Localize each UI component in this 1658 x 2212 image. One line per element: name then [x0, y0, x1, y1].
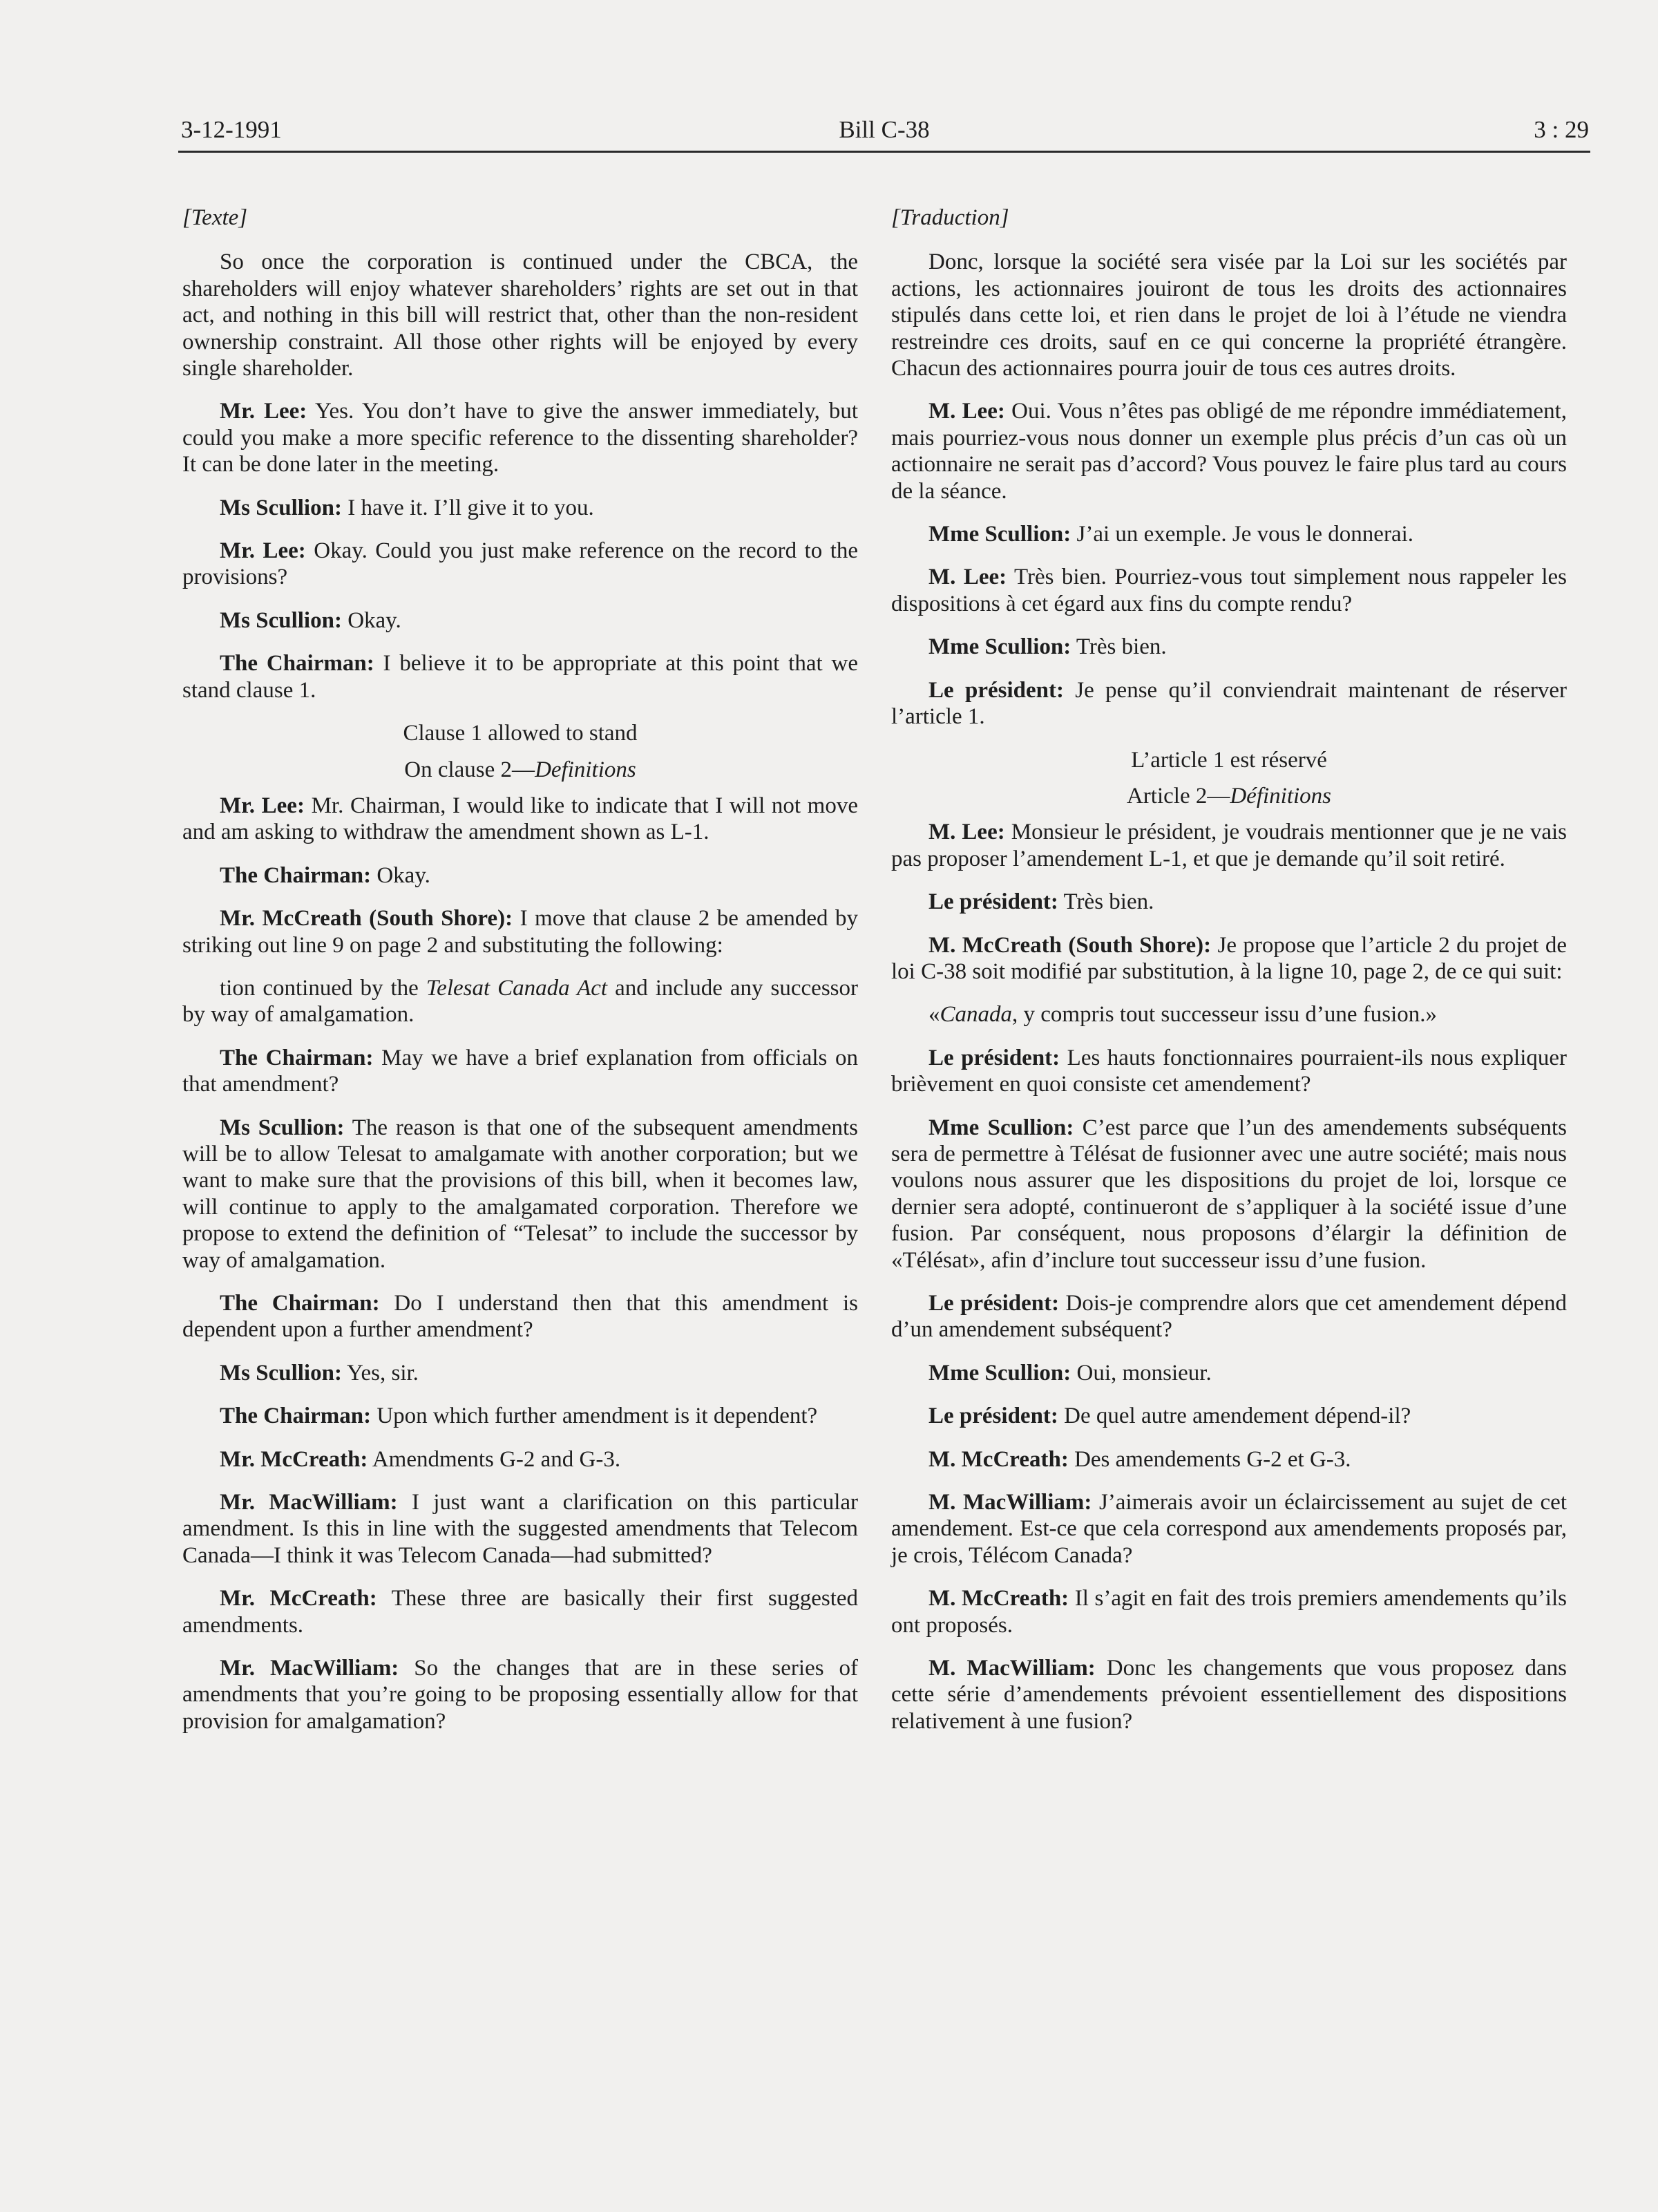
- paragraph: Le président: De quel autre amendement dépend-il?: [928, 1403, 1411, 1429]
- clause-heading: On clause 2—Definitions: [404, 757, 636, 782]
- paragraph: So once the corporation is continued under the CBCA, the shareholders will enjoy whatever shareholders’ rights are set out in that act, and nothing in this bill will restrict that, other than the non-resident ownership constraint. All those other rights will be enjoyed by every single shareholder.: [182, 249, 858, 381]
- amendment-quote: tion continued by the Telesat Canada Act and include any successor by way of amalgamation.: [182, 975, 858, 1028]
- amendment-quote: «Canada, y compris tout successeur issu d’une fusion.»: [928, 1002, 1438, 1028]
- paragraph: The Chairman: May we have a brief explanation from officials on that amendment?: [182, 1045, 858, 1097]
- paragraph: M. MacWilliam: Donc les changements que vous proposez dans cette série d’amendements prévoient essentiellement des dispositions relativement à une fusion?: [891, 1656, 1567, 1734]
- paragraph: Mr. McCreath (South Shore): I move that clause 2 be amended by striking out line 9 on page 2 and substituting the following:: [182, 906, 858, 958]
- header-date: 3-12-1991: [181, 116, 282, 143]
- paragraph: The Chairman: Okay.: [220, 862, 430, 888]
- paragraph: Mr. Lee: Okay. Could you just make reference on the record to the provisions?: [182, 538, 859, 590]
- paragraph: Le président: Dois-je comprendre alors que cet amendement dépend d’un amendement subséquent?: [891, 1291, 1567, 1343]
- header-bill: Bill C-38: [839, 116, 930, 143]
- paragraph: Le président: Je pense qu’il conviendrait maintenant de réserver l’article 1.: [891, 677, 1567, 730]
- paragraph: M. MacWilliam: J’aimerais avoir un éclaircissement au sujet de cet amendement. Est-ce que cela correspond aux amendements proposés par, je crois, Télécom Canada?: [891, 1490, 1567, 1568]
- french-section-1: [891, 249, 1567, 730]
- paragraph: Mme Scullion: J’ai un exemple. Je vous le donnerai.: [928, 522, 1414, 547]
- paragraph: M. Lee: Très bien. Pourriez-vous tout simplement nous rappeler les dispositions à cet égard aux fins du compte rendu?: [891, 565, 1567, 616]
- french-section-3: [891, 1045, 1567, 1735]
- english-tag: [Texte]: [182, 205, 248, 230]
- paragraph: Mme Scullion: Oui, monsieur.: [928, 1360, 1212, 1386]
- paragraph: Mr. McCreath: These three are basically their first suggested amendments.: [182, 1586, 859, 1638]
- paragraph: Ms Scullion: I have it. I’ll give it to you.: [220, 495, 594, 520]
- header-rule: [178, 151, 1590, 153]
- paragraph: Mr. McCreath: Amendments G-2 and G-3.: [220, 1446, 621, 1472]
- paragraph: M. McCreath: Des amendements G-2 et G-3.: [928, 1446, 1351, 1472]
- paragraph: Mme Scullion: Très bien.: [928, 634, 1167, 660]
- paragraph: Mme Scullion: C’est parce que l’un des amendements subséquents sera de permettre à Télésat de fusionner avec une autre société; mais nous voulons nous assurer que les dispositions du projet de loi, lorsque ce dernier sera adopté, continueront de s’appliquer à la société issue d’une fusion. Par conséquent, nous proposons d’élargir la définition de «Télésat», afin d’inclure tout successeur issu d’une fusion.: [891, 1115, 1567, 1273]
- clause-stood-note: Clause 1 allowed to stand: [403, 721, 638, 746]
- clause-stood-note: L’article 1 est réservé: [1131, 747, 1327, 773]
- paragraph: Mr. Lee: Yes. You don’t have to give the answer immediately, but could you make a more specific reference to the dissenting shareholder? It can be done later in the meeting.: [182, 399, 858, 478]
- paragraph: The Chairman: Do I understand then that this amendment is dependent upon a further amendment?: [182, 1291, 858, 1343]
- paragraph: The Chairman: Upon which further amendment is it dependent?: [220, 1403, 818, 1429]
- english-section-1: [182, 249, 858, 703]
- paragraph: M. Lee: Monsieur le président, je voudrais mentionner que je ne vais pas proposer l’amendement L-1, et que je demande qu’il soit retiré.: [891, 820, 1567, 871]
- english-section-3: [182, 1045, 858, 1735]
- french-tag: [Traduction]: [891, 205, 1009, 230]
- paragraph: Le président: Très bien.: [928, 889, 1154, 915]
- french-section-2: [891, 819, 1567, 985]
- paragraph: Donc, lorsque la société sera visée par la Loi sur les sociétés par actions, les actionnaires jouiront de tous les droits des actionnaires stipulés dans cette loi, et rien dans le projet de loi à l’étude ne viendra restreindre ces droits, sauf en ce qui concerne la propriété étrangère. Chacun des actionnaires pourra jouir de tous ces autres droits.: [891, 249, 1567, 381]
- paragraph: M. Lee: Oui. Vous n’êtes pas obligé de me répondre immédiatement, mais pourriez-vous nous donner un exemple plus précis d’un cas où un actionnaire ne serait pas d’accord? Vous pouvez le faire plus tard au cours de la séance.: [891, 399, 1567, 504]
- header-page-number: 3 : 29: [1534, 116, 1589, 143]
- paragraph: The Chairman: I believe it to be appropriate at this point that we stand clause 1.: [182, 651, 858, 703]
- paragraph: M. McCreath: Il s’agit en fait des trois premiers amendements qu’ils ont proposés.: [891, 1586, 1567, 1638]
- english-section-2: [182, 793, 858, 958]
- paragraph: Mr. MacWilliam: So the changes that are in these series of amendments that you’re going to be proposing essentially allow for that provision for amalgamation?: [182, 1656, 858, 1734]
- paragraph: Le président: Les hauts fonctionnaires pourraient-ils nous expliquer brièvement en quoi consiste cet amendement?: [891, 1045, 1567, 1097]
- paragraph: Ms Scullion: Yes, sir.: [220, 1360, 419, 1386]
- paragraph: Mr. MacWilliam: I just want a clarification on this particular amendment. Is this in line with the suggested amendments that Telecom Canada—I think it was Telecom Canada—had submitted?: [182, 1490, 858, 1568]
- paragraph: Ms Scullion: The reason is that one of the subsequent amendments will be to allow Telesat to amalgamate with another corporation; but we want to make sure that the provisions of this bill, when it becomes law, will continue to apply to the amalgamated corporation. Therefore we propose to extend the definition of “Telesat” to include the successor by way of amalgamation.: [182, 1115, 858, 1273]
- paragraph: M. McCreath (South Shore): Je propose que l’article 2 du projet de loi C-38 soit modifié par substitution, à la ligne 10, page 2, de ce qui suit:: [891, 932, 1567, 984]
- paragraph: Mr. Lee: Mr. Chairman, I would like to indicate that I will not move and am asking to withdraw the amendment shown as L-1.: [182, 793, 858, 845]
- french-column: [891, 205, 1567, 1751]
- english-column: [182, 205, 858, 1751]
- paragraph: Ms Scullion: Okay.: [220, 607, 401, 633]
- clause-heading: Article 2—Définitions: [1126, 783, 1332, 809]
